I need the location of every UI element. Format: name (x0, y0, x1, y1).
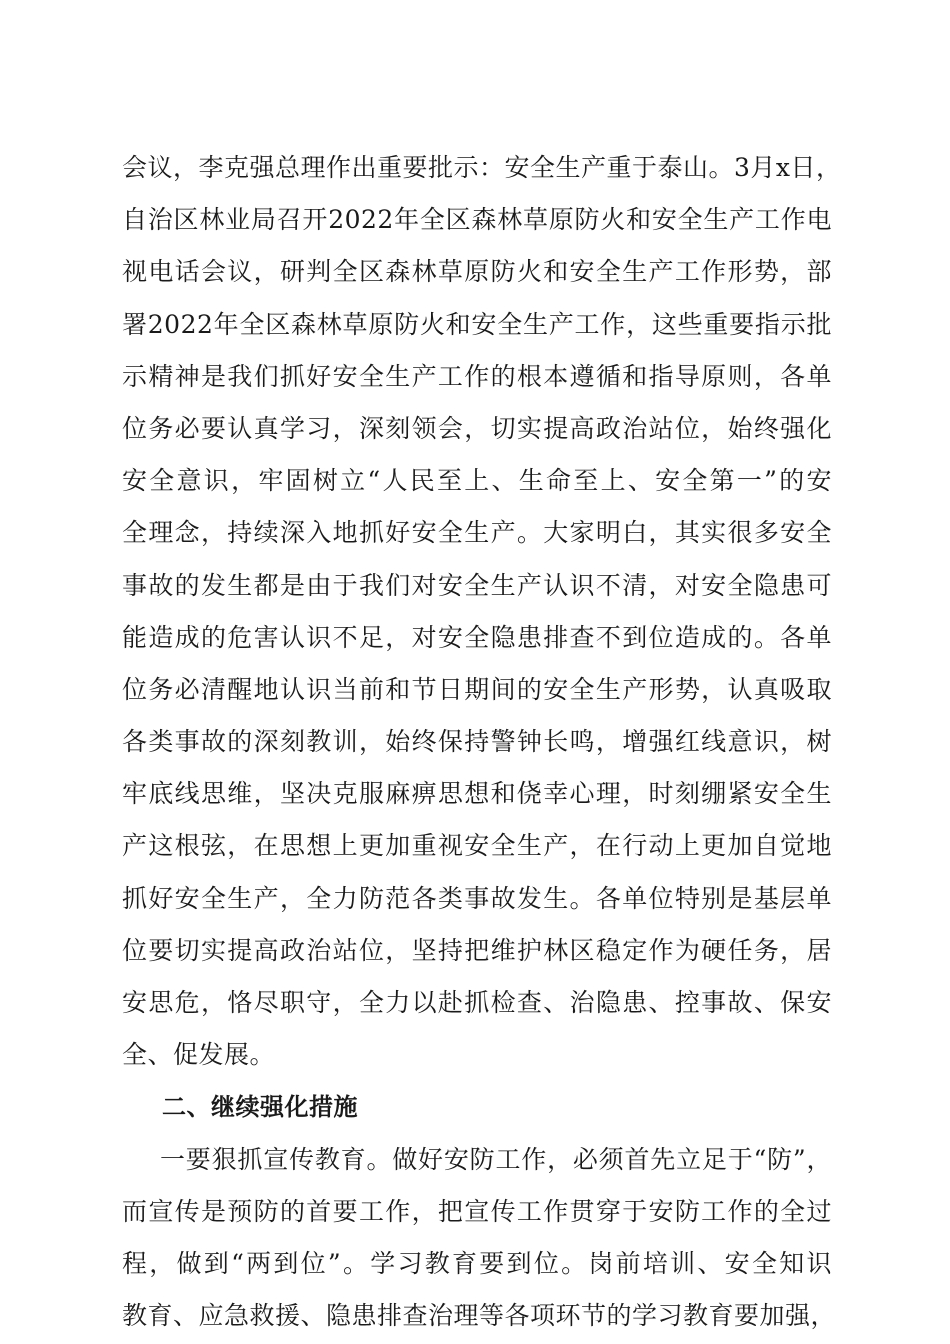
text-line: 教育、应急救援、隐患排查治理等各项环节的学习教育要加强， (122, 1301, 837, 1331)
text-line: 位要切实提高政治站位，坚持把维护林区稳定作为硬任务，居 (122, 935, 832, 965)
text-line: 全理念，持续深入地抓好安全生产。大家明白，其实很多安全 (122, 518, 832, 548)
text-line: 视电话会议，研判全区森林草原防火和安全生产工作形势，部 (122, 257, 832, 287)
text-line: 署2022年全区森林草原防火和安全生产工作，这些重要指示批 (122, 309, 832, 339)
text-line: 而宣传是预防的首要工作，把宣传工作贯穿于安防工作的全过 (122, 1196, 832, 1226)
text-line: 各类事故的深刻教训，始终保持警钟长鸣，增强红线意识，树 (122, 727, 832, 757)
text-line: 产这根弦，在思想上更加重视安全生产，在行动上更加自觉地 (122, 831, 832, 861)
section-heading: 二、继续强化措施 (162, 1093, 358, 1122)
text-line: 安思危，恪尽职守，全力以赴抓检查、治隐患、控事故、保安 (122, 988, 832, 1017)
text-line: 位务必要认真学习，深刻领会，切实提高政治站位，始终强化 (122, 413, 832, 443)
text-line: 位务必清醒地认识当前和节日期间的安全生产形势，认真吸取 (122, 674, 832, 704)
text-line: 全、促发展。 (122, 1040, 276, 1070)
text-line: 能造成的危害认识不足，对安全隐患排查不到位造成的。各单 (122, 622, 832, 652)
text-line: 会议，李克强总理作出重要批示：安全生产重于泰山。3月x日， (122, 153, 842, 182)
text-line: 程，做到“两到位”。学习教育要到位。岗前培训、安全知识 (122, 1248, 832, 1278)
paragraph-safety-awareness (122, 142, 842, 1081)
text-line: 示精神是我们抓好安全生产工作的根本遵循和指导原则，各单 (122, 361, 832, 391)
text-line: 事故的发生都是由于我们对安全生产认识不清，对安全隐患可 (122, 570, 832, 600)
document-body (122, 142, 842, 1342)
text-line: 安全意识，牢固树立“人民至上、生命至上、安全第一”的安 (122, 466, 832, 496)
text-line: 自治区林业局召开2022年全区森林草原防火和安全生产工作电 (122, 205, 832, 235)
text-line: 一要狠抓宣传教育。做好安防工作，必须首先立足于“防”， (160, 1144, 832, 1174)
text-line: 牢底线思维，坚决克服麻痹思想和侥幸心理，时刻绷紧安全生 (122, 779, 832, 809)
paragraph-publicity-education (122, 1134, 837, 1343)
text-line: 抓好安全生产，全力防范各类事故发生。各单位特别是基层单 (122, 883, 832, 913)
